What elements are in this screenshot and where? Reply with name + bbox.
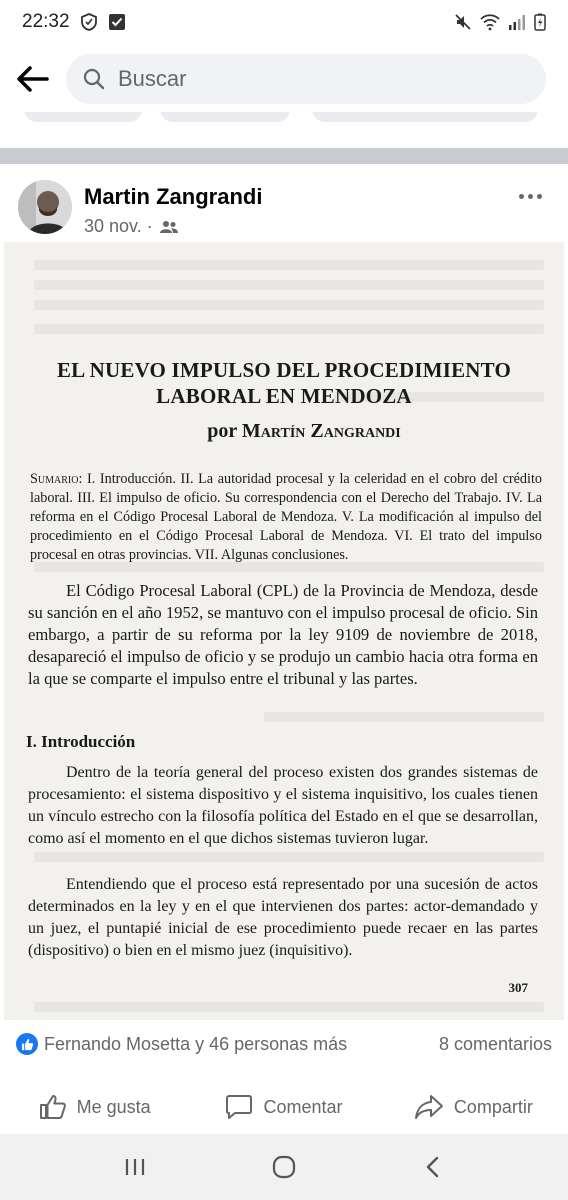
document-paragraph-1: El Código Procesal Laboral (CPL) de la Provincia de Mendoza, desde su sanción en el año 1952, se mantuvo con el impulso procesal de oficio. Sin embargo, a partir de su reforma por la ley 9109 de noviembre de 2018, desapareció el impulso de oficio y se produjo un cambio hacia otra forma en la que se comparte el impulso entre el tribunal y las partes. bbox=[28, 581, 538, 688]
document-byline bbox=[4, 420, 564, 443]
thumbs-up-icon bbox=[39, 1094, 67, 1120]
signal-icon bbox=[508, 13, 526, 31]
friends-audience-icon bbox=[159, 220, 179, 234]
recent-apps-button[interactable] bbox=[115, 1147, 155, 1187]
bleed-through-line bbox=[34, 1002, 544, 1012]
search-input[interactable] bbox=[118, 66, 498, 92]
document-summary bbox=[30, 470, 542, 565]
recent-apps-icon bbox=[123, 1156, 147, 1178]
bleed-through-line bbox=[34, 300, 544, 310]
filter-chip[interactable] bbox=[24, 112, 142, 122]
comment-button[interactable] bbox=[189, 1094, 378, 1120]
comments-count[interactable]: 8 comentarios bbox=[438, 1033, 552, 1054]
share-button[interactable] bbox=[379, 1094, 568, 1120]
avatar-photo-icon bbox=[18, 180, 72, 234]
document-section-heading: I. Introducción bbox=[26, 732, 136, 751]
chevron-left-icon bbox=[424, 1155, 442, 1179]
system-back-button[interactable] bbox=[413, 1147, 453, 1187]
post-document-image[interactable] bbox=[4, 242, 564, 1020]
more-dot-icon bbox=[519, 194, 524, 199]
reactors-text[interactable]: Fernando Mosetta y 46 personas más bbox=[44, 1033, 348, 1054]
avatar[interactable] bbox=[18, 180, 72, 234]
more-dot-icon bbox=[528, 194, 533, 199]
bleed-through-line bbox=[34, 324, 544, 334]
back-button[interactable] bbox=[16, 62, 50, 96]
shield-icon bbox=[80, 13, 98, 31]
like-button-label: Me gusta bbox=[76, 1096, 151, 1117]
back-arrow-icon bbox=[17, 66, 49, 92]
filter-chip[interactable] bbox=[312, 112, 538, 122]
post-meta bbox=[84, 216, 179, 237]
search-icon bbox=[82, 67, 106, 91]
post-author-name[interactable]: Martin Zangrandi bbox=[84, 184, 263, 209]
reactions-summary bbox=[0, 1026, 568, 1062]
home-circle-icon bbox=[271, 1154, 297, 1180]
byline-prefix: por bbox=[207, 420, 237, 442]
document-title-line-1: EL NUEVO IMPULSO DEL PROCEDIMIENTO bbox=[56, 358, 512, 382]
comment-bubble-icon bbox=[225, 1094, 253, 1120]
filter-chips-row bbox=[0, 112, 568, 124]
post-header bbox=[0, 172, 568, 242]
like-reaction-icon bbox=[16, 1033, 38, 1055]
document-page-number: 307 bbox=[508, 980, 528, 995]
battery-charging-icon bbox=[534, 13, 546, 31]
checkbox-notification-icon bbox=[108, 13, 126, 31]
status-bar bbox=[0, 0, 568, 44]
comment-button-label: Comentar bbox=[263, 1096, 343, 1117]
bleed-through-line bbox=[34, 260, 544, 270]
share-arrow-icon bbox=[414, 1094, 444, 1120]
bleed-through-line bbox=[264, 712, 544, 722]
wifi-icon bbox=[480, 13, 500, 31]
status-time: 22:32 bbox=[22, 11, 70, 32]
byline-author: Martín Zangrandi bbox=[241, 420, 401, 442]
search-bar[interactable] bbox=[66, 54, 546, 104]
section-divider bbox=[0, 148, 568, 164]
more-dot-icon bbox=[537, 194, 542, 199]
more-options-button[interactable] bbox=[514, 184, 546, 208]
document-paragraph-2: Dentro de la teoría general del proceso existen dos grandes sistemas de procesamiento: el sistema dispositivo y el sistema inquisitivo, los cuales tienen un vínculo estrecho con la filosofía política del Estado en el que se desarrollan, como así el momento en el que dichos sistemas tuvieron lugar. bbox=[28, 764, 538, 847]
home-button[interactable] bbox=[264, 1147, 304, 1187]
search-header bbox=[0, 48, 568, 110]
bleed-through-line bbox=[34, 852, 544, 862]
system-navigation-bar bbox=[0, 1134, 568, 1200]
document-paragraph-3: Entendiendo que el proceso está representado por una sucesión de actos determinados en la ley y en el que intervienen dos partes: actor-demandado y un juez, el puntapié inicial de ese procedimiento puede recaer en las partes (dispositivo) o bien en el mismo juez (inquisitivo). bbox=[28, 876, 538, 959]
filter-chip[interactable] bbox=[160, 112, 290, 122]
like-button[interactable] bbox=[0, 1094, 189, 1120]
mute-icon bbox=[454, 13, 472, 31]
post-action-bar bbox=[0, 1082, 568, 1132]
bleed-through-line bbox=[34, 280, 544, 290]
share-button-label: Compartir bbox=[453, 1096, 533, 1117]
document-title-line-2: LABORAL EN MENDOZA bbox=[156, 384, 412, 408]
summary-text: I. Introducción. II. La autoridad procesal y la celeridad en el cobro del crédito laboral. III. El impulso de oficio. Su correspondencia con el Derecho del Trabajo. IV. La reforma en el Código Procesal Laboral de Mendoza. V. La modificación al impulso del procedimiento en el Código Procesal Laboral de Mendoza. VI. El trato del impulso procesal en otras provincias. VII. Algunas conclusiones. bbox=[30, 471, 542, 563]
post-date[interactable]: 30 nov. · bbox=[84, 216, 153, 236]
summary-label: Sumario: bbox=[30, 471, 83, 487]
